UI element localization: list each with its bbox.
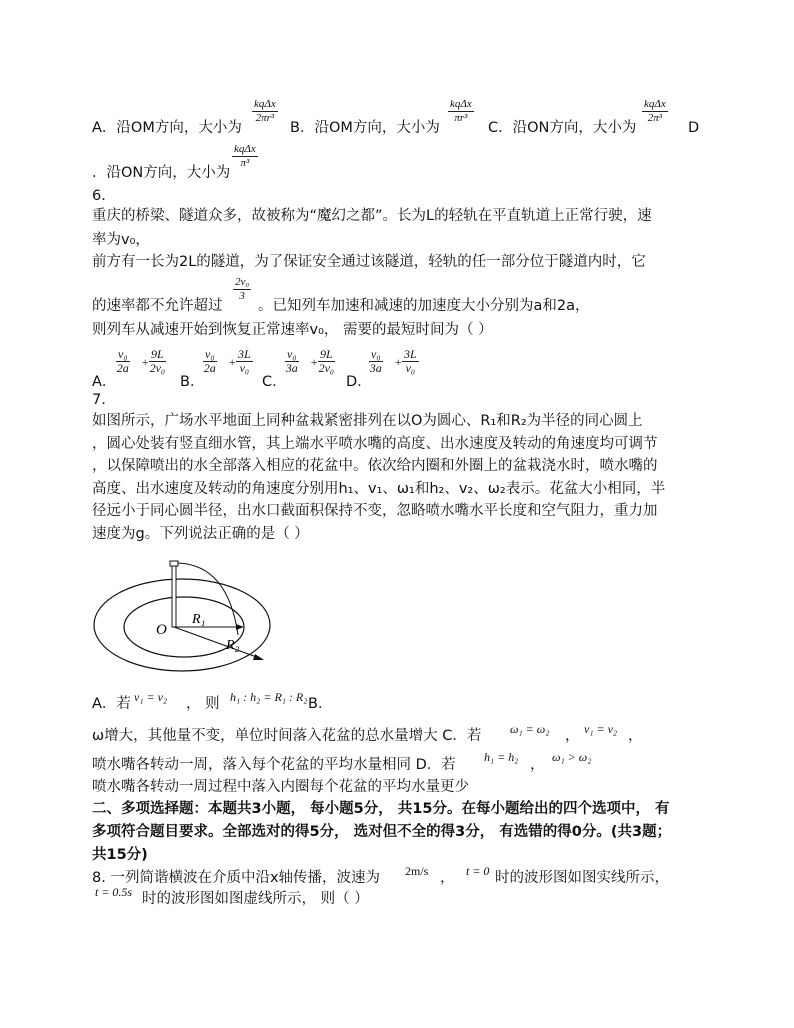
- fig-label-o: O: [156, 622, 167, 638]
- q7-option-d-math1: h₁ = h₂: [484, 750, 519, 764]
- q6-opt-a-frac1-num: v₀: [118, 347, 128, 361]
- q6-opt-c-frac2: [318, 348, 335, 375]
- q7-option-c-math2: v₁ = v₂: [584, 722, 618, 736]
- section2-line-2: 多项符合题目要求。全部选对的得5分， 选对但不全的得3分， 有选错的得0分。(共3题；: [92, 824, 672, 840]
- q5-option-d: ．沿ON方向，大小为: [92, 165, 231, 181]
- q5-option-d-letter: D: [688, 120, 700, 136]
- q8-time-zero: t = 0: [466, 864, 490, 878]
- q7-option-d-line: 喷水嘴各转动一周过程中落入内圈每个花盆的平均水量更少: [92, 779, 469, 795]
- q6-speed-limit-fraction: [233, 276, 251, 303]
- q5-option-c: C．沿ON方向，大小为: [488, 120, 637, 136]
- q8-line-2: 时的波形图如图虚线所示， 则（ ）: [142, 891, 369, 907]
- radius-r1-arrowhead: [236, 624, 244, 630]
- q6-line-2: 率为v₀，: [92, 232, 150, 248]
- q6-opt-d-plus: +: [394, 355, 403, 369]
- q7-option-b-prefix: B．: [308, 696, 333, 712]
- q5-options-line: [92, 118, 242, 138]
- q6-limit-den: 3: [239, 290, 245, 302]
- q6-opt-d-frac2: [402, 348, 419, 375]
- q7-line-2: ，圆心处装有竖直细水管，其上端水平喷水嘴的高度、出水速度及转动的角速度均可调节: [92, 436, 658, 452]
- q6-limit-num: 2v₀: [235, 276, 250, 288]
- q8-line-1a: 8. 一列简谐横波在介质中沿x轴传播，波速为: [92, 870, 381, 886]
- q8-speed: 2m/s: [405, 864, 429, 878]
- q5-fraction-c-den: 2π³: [647, 112, 663, 124]
- radius-r2-arrow: [174, 627, 262, 659]
- q5-option-a: A．沿OM方向，大小为: [92, 120, 242, 136]
- q5-fraction-d-num: kqΔx: [234, 143, 256, 155]
- q6-opt-b-frac2: [236, 348, 253, 375]
- fig-label-r1: R₁: [192, 612, 206, 627]
- q6-opt-c-frac2-num: 9L: [320, 347, 333, 361]
- q5-option-b: B．沿OM方向，大小为: [290, 120, 440, 136]
- q7-option-d-math2: ω₁ > ω₂: [552, 750, 592, 764]
- q6-opt-c-plus: +: [310, 355, 319, 369]
- q7-number: 7.: [92, 392, 106, 408]
- q7-option-c-sep: ，: [565, 728, 580, 744]
- section2-line-3: 共15分): [92, 847, 148, 863]
- q6-opt-c-frac2-den: 2v₀: [318, 361, 335, 375]
- q6-line-3: 前方有一长为2L的隧道，为了保证安全通过该隧道，轻轨的任一部分位于隧道内时，它: [92, 254, 646, 270]
- q7-option-c-end: ，: [628, 728, 643, 744]
- q6-opt-d-frac1-den: 3a: [369, 361, 382, 375]
- nozzle: [170, 561, 178, 566]
- q6-opt-b-frac2-den: v₀: [239, 361, 250, 375]
- q5-fraction-a-num: kqΔx: [254, 98, 276, 110]
- q6-opt-b-frac1-den: 2a: [203, 361, 216, 375]
- q6-opt-d-frac1-num: v₀: [371, 347, 381, 361]
- q7-line-1: 如图所示，广场水平地面上同种盆栽紧密排列在以O为圆心、R₁和R₂为半径的同心圆上: [92, 413, 643, 429]
- q6-opt-a-frac2: [149, 348, 166, 375]
- q5-option-c-line: [488, 118, 636, 138]
- q8-time-half: t = 0.5s: [95, 885, 133, 899]
- q6-opt-d-frac1: [369, 348, 383, 375]
- q6-option-a-label: A．: [92, 374, 117, 390]
- q5-fraction-c: [642, 98, 668, 125]
- q6-opt-d-frac2-den: v₀: [405, 361, 416, 375]
- q6-opt-a-frac1-den: 2a: [116, 361, 129, 375]
- q5-fraction-b-num: kqΔx: [450, 98, 472, 110]
- q7-option-a-mid: ， 则: [186, 696, 220, 712]
- q6-opt-b-frac1: [203, 348, 217, 375]
- q7-option-a-math2: h₁ : h₂ = R₁ : R₂: [230, 690, 308, 704]
- fig-label-r2: R₂: [226, 638, 240, 653]
- q7-option-a-math1: v₁ = v₂: [134, 690, 168, 704]
- q6-opt-a-frac2-num: 9L: [151, 347, 164, 361]
- q6-option-d-label: D．: [346, 374, 372, 390]
- q6-opt-d-frac2-num: 3L: [404, 347, 417, 361]
- q5-fraction-d: [232, 143, 258, 170]
- q5-option-b-line: [290, 118, 440, 138]
- q7-option-c-math1: ω₁ = ω₂: [510, 722, 550, 736]
- q6-opt-c-frac1-den: 3a: [285, 361, 298, 375]
- q5-fraction-a: [252, 98, 278, 125]
- section2-line-1: 二、多项选择题：本题共3小题， 每小题5分， 共15分。在每小题给出的四个选项中， 有: [92, 801, 670, 817]
- q6-option-b-label: B．: [180, 374, 205, 390]
- q5-fraction-b-den: πr³: [454, 112, 468, 124]
- q5-fraction-d-den: π³: [240, 157, 250, 169]
- q8-line-1b: ，: [440, 870, 455, 886]
- q6-line-4a: 的速率都不允许超过: [92, 298, 223, 314]
- q7-option-b-line: ω增大，其他量不变，单位时间落入花盆的总水量增大 C．若: [92, 728, 482, 744]
- q6-opt-b-frac1-num: v₀: [205, 347, 215, 361]
- q7-line-4: 高度、出水速度及转动的角速度分别用h₁、v₁、ω₁和h₂、v₂、ω₂表示。花盆大小相同，半: [92, 481, 666, 497]
- q7-option-c-line: 喷水嘴各转动一周，落入每个花盆的平均水量相同 D．若: [92, 757, 456, 773]
- q7-line-5: 径远小于同心圆半径，出水口截面积保持不变，忽略喷水嘴水平长度和空气阻力，重力加: [92, 503, 658, 519]
- q6-line-5: 则列车从减速开始到恢复正常速率v₀， 需要的最短时间为（ ）: [92, 322, 493, 338]
- q6-opt-c-frac1: [285, 348, 299, 375]
- q7-option-d-sep: ，: [530, 757, 545, 773]
- q6-opt-b-plus: +: [228, 355, 237, 369]
- q6-line-4b: 。已知列车加速和减速的加速度大小分别为a和2a，: [258, 298, 590, 314]
- q7-concentric-circles-figure: [90, 555, 290, 675]
- q5-fraction-c-num: kqΔx: [644, 98, 666, 110]
- q6-option-c-label: C．: [262, 374, 287, 390]
- radius-r2-arrowhead: [253, 654, 264, 660]
- q6-opt-a-plus: +: [141, 355, 150, 369]
- q6-number: 6.: [92, 188, 106, 204]
- q7-line-6: 速度为g。下列说法正确的是（ ）: [92, 526, 309, 542]
- water-pipe: [172, 565, 176, 627]
- q6-line-1: 重庆的桥梁、隧道众多，故被称为“魔幻之都”。长为L的轻轨在平直轨道上正常行驶，速: [92, 208, 652, 224]
- q5-fraction-b: [448, 98, 474, 125]
- q5-fraction-a-den: 2πr³: [255, 112, 275, 124]
- q8-line-1c: 时的波形图如图实线所示，: [495, 870, 669, 886]
- q6-opt-a-frac2-den: 2v₀: [149, 361, 166, 375]
- q7-option-a-prefix: A．若: [92, 696, 131, 712]
- q6-opt-a-frac1: [116, 348, 130, 375]
- q6-opt-b-frac2-num: 3L: [238, 347, 251, 361]
- q6-opt-c-frac1-num: v₀: [287, 347, 297, 361]
- q7-line-3: ，以保障喷出的水全部落入相应的花盆中。依次给内圈和外圈上的盆栽浇水时，喷水嘴的: [92, 458, 658, 474]
